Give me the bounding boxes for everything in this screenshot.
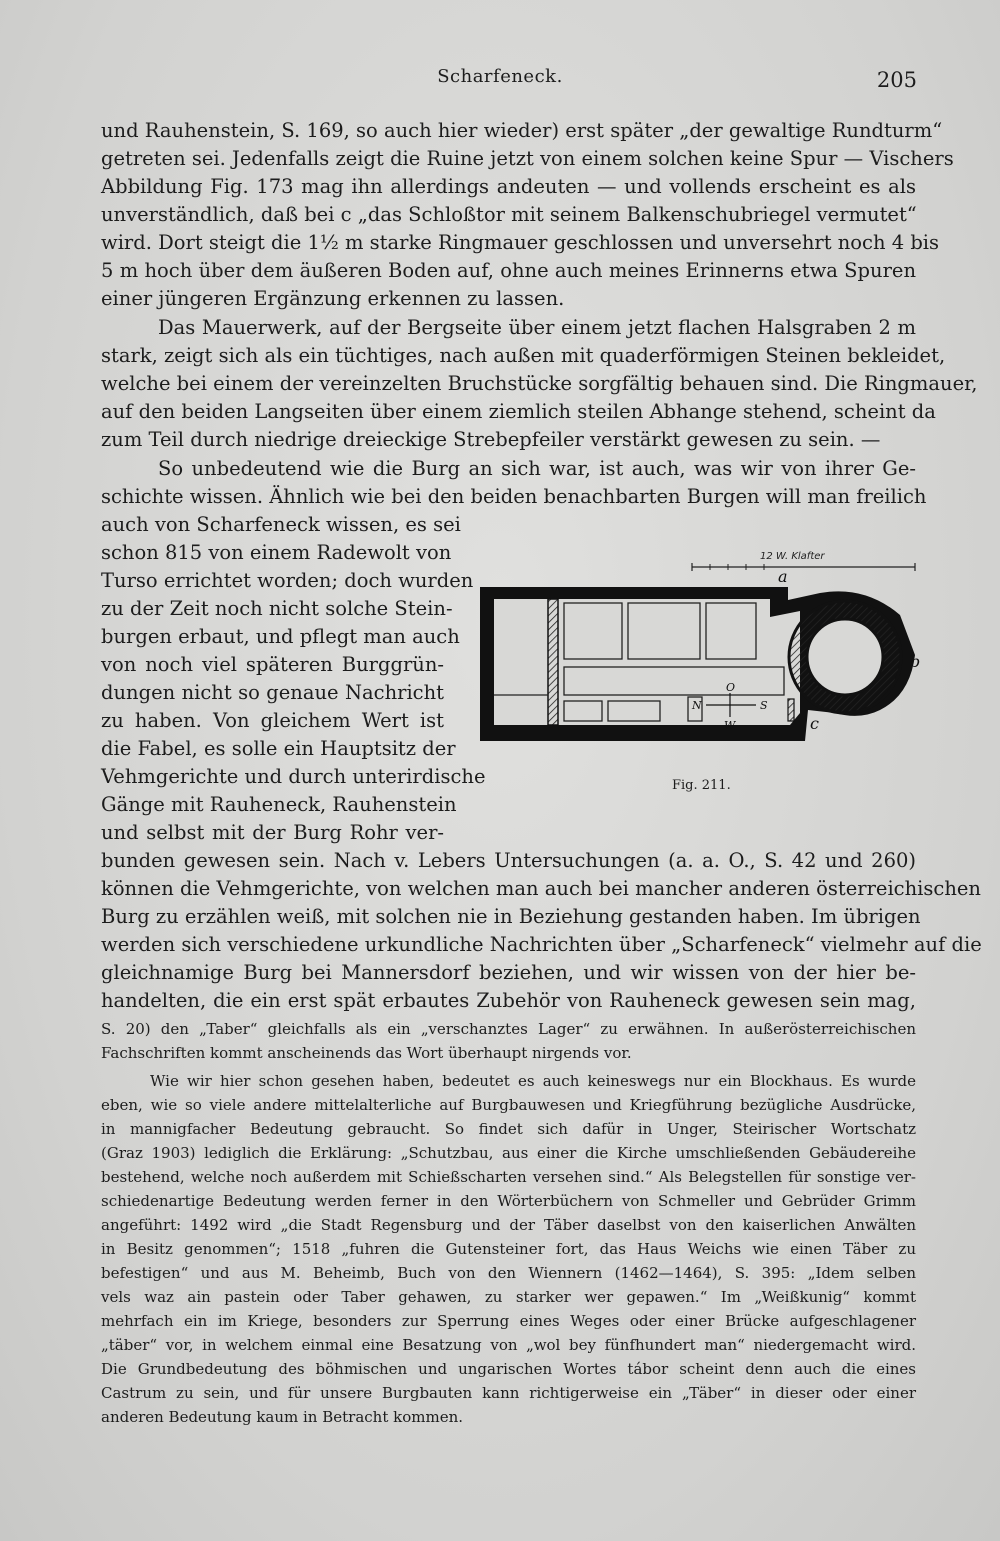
text-line: schon 815 von einem Radewolt von [101, 541, 452, 564]
text-line: auf den beiden Langseiten über einem ziemlich steilen Abhange stehend, scheint da [101, 400, 936, 423]
text-line: Abbildung Fig. 173 mag ihn allerdings andeuten — und vollends erscheint es als [101, 175, 916, 198]
footnote-line: in mannigfacher Bedeutung gebraucht. So findet sich dafür in Unger, Steirischer Wortschatz [101, 1120, 916, 1138]
text-line: unverständlich, daß bei c „das Schloßtor mit seinem Balkenschubriegel vermutet“ [101, 203, 917, 226]
footnote-line: Die Grundbedeutung des böhmischen und ungarischen Wortes tábor scheint denn auch die eines [101, 1360, 916, 1378]
footnote-line: Castrum zu sein, und für unsere Burgbauten kann richtigerweise ein „Täber“ in dieser oder einer [101, 1384, 916, 1402]
text-line: einer jüngeren Ergänzung erkennen zu lassen. [101, 287, 565, 310]
text-line: Turso errichtet worden; doch wurden [101, 569, 474, 592]
text-line: dungen nicht so genaue Nachricht [101, 681, 444, 704]
text-line: Burg zu erzählen weiß, mit solchen nie in Beziehung gestanden haben. Im übrigen [101, 905, 921, 928]
compass-w: W [724, 719, 736, 732]
text-line: Vehmgerichte und durch unterirdische [101, 765, 486, 788]
running-header: Scharfeneck. [437, 66, 563, 87]
text-line: Gänge mit Rauheneck, Rauhenstein [101, 793, 457, 816]
tower-interior [807, 619, 883, 695]
text-line: von noch viel späteren Burggrün- [101, 653, 444, 676]
footnote-line: angeführt: 1492 wird „die Stadt Regensburg und der Täber daselbst von den kaiserlichen Anwälten [101, 1216, 916, 1234]
text-line: schichte wissen. Ähnlich wie bei den beiden benachbarten Burgen will man freilich [101, 485, 927, 508]
text-line: wird. Dort steigt die 1½ m starke Ringmauer geschlossen und unversehrt noch 4 bis [101, 231, 940, 254]
castle-floor-plan [470, 545, 930, 805]
text-line: Das Mauerwerk, auf der Bergseite über einem jetzt flachen Halsgraben 2 m [158, 316, 916, 339]
label-a: a [778, 567, 788, 586]
text-line: und Rauhenstein, S. 169, so auch hier wieder) erst später „der gewaltige Rundturm“ [101, 119, 943, 142]
footnote-line: Wie wir hier schon gesehen haben, bedeutet es auch keineswegs nur ein Blockhaus. Es wurde [150, 1072, 916, 1090]
footnote-line: (Graz 1903) lediglich die Erklärung: „Schutzbau, aus einer die Kirche umschließenden Gebäudereihe [101, 1144, 916, 1162]
footnote-line: S. 20) den „Taber“ gleichfalls als ein „verschanztes Lager“ zu erwähnen. In außerösterreichischen [101, 1020, 916, 1038]
footnote-line: anderen Bedeutung kaum in Betracht kommen. [101, 1408, 463, 1426]
cross-wall [548, 599, 558, 725]
scale-bar [692, 551, 915, 571]
footnote-line: mehrfach ein im Kriege, besonders zur Sperrung eines Weges oder einer Brücke aufgeschlagener [101, 1312, 916, 1330]
text-line: gleichnamige Burg bei Mannersdorf beziehen, und wir wissen von der hier be- [101, 961, 916, 984]
text-line: welche bei einem der vereinzelten Bruchstücke sorgfältig behauen sind. Die Ringmauer, [101, 372, 978, 395]
footnote-line: Fachschriften kommt anscheinends das Wort überhaupt nirgends vor. [101, 1044, 632, 1062]
compass-s: S [760, 699, 768, 712]
page-number: 205 [876, 68, 917, 92]
text-line: die Fabel, es solle ein Hauptsitz der [101, 737, 456, 760]
footnote-line: bestehend, welche noch außerdem mit Schießscharten versehen sind.“ Als Belegstellen für sonstige ver- [101, 1168, 916, 1186]
footnote-line: „täber“ vor, in welchem einmal eine Besatzung von „wol bey fünfhundert man“ niedergemacht wird. [101, 1336, 916, 1354]
label-c: c [810, 714, 819, 733]
text-line: stark, zeigt sich als ein tüchtiges, nach außen mit quaderförmigen Steinen bekleidet, [101, 344, 946, 367]
label-b: b [910, 652, 921, 671]
compass-o: O [726, 681, 736, 694]
text-line: können die Vehmgerichte, von welchen man auch bei mancher anderen österreichischen [101, 877, 981, 900]
text-line: werden sich verschiedene urkundliche Nachrichten über „Scharfeneck“ vielmehr auf die [101, 933, 982, 956]
text-line: zum Teil durch niedrige dreieckige Strebepfeiler verstärkt gewesen zu sein. — [101, 428, 881, 451]
text-line: zu der Zeit noch nicht solche Stein- [101, 597, 453, 620]
courtyard [494, 599, 800, 725]
figure-caption: Fig. 211. [672, 778, 731, 793]
text-line: handelten, die ein erst spät erbautes Zubehör von Rauheneck gewesen sein mag, [101, 989, 916, 1012]
gate-post [788, 699, 794, 721]
text-line: bunden gewesen sein. Nach v. Lebers Untersuchungen (a. a. O., S. 42 und 260) [101, 849, 916, 872]
text-line: auch von Scharfeneck wissen, es sei [101, 513, 461, 536]
text-line: So unbedeutend wie die Burg an sich war, ist auch, was wir von ihrer Ge- [158, 457, 916, 480]
scale-label: 12 W. Klafter [760, 551, 825, 562]
footnote-line: eben, wie so viele andere mittelalterliche auf Burgbauwesen und Kriegführung bezügliche Ausdrücke, [101, 1096, 916, 1114]
footnote-line: befestigen“ und aus M. Beheimb, Buch von den Wiennern (1462—1464), S. 395: „Idem selben [101, 1264, 916, 1282]
text-line: getreten sei. Jedenfalls zeigt die Ruine jetzt von einem solchen keine Spur — Vischers [101, 147, 954, 170]
text-line: und selbst mit der Burg Rohr ver- [101, 821, 444, 844]
text-line: burgen erbaut, und pflegt man auch [101, 625, 460, 648]
footnote-line: vels waz ain pastein oder Taber gehawen, zu starker wer gepawen.“ Im „Weißkunig“ kommt [101, 1288, 916, 1306]
compass-n: N [692, 699, 702, 712]
footnote-line: schiedenartige Bedeutung werden ferner in den Wörterbüchern von Schmeller und Gebrüder Grimm [101, 1192, 916, 1210]
text-line: zu haben. Von gleichem Wert ist [101, 709, 444, 732]
footnote-line: in Besitz genommen“; 1518 „fuhren die Gutensteiner fort, das Haus Weichs wie einen Täber zu [101, 1240, 916, 1258]
text-line: 5 m hoch über dem äußeren Boden auf, ohne auch meines Erinnerns etwa Spuren [101, 259, 916, 282]
